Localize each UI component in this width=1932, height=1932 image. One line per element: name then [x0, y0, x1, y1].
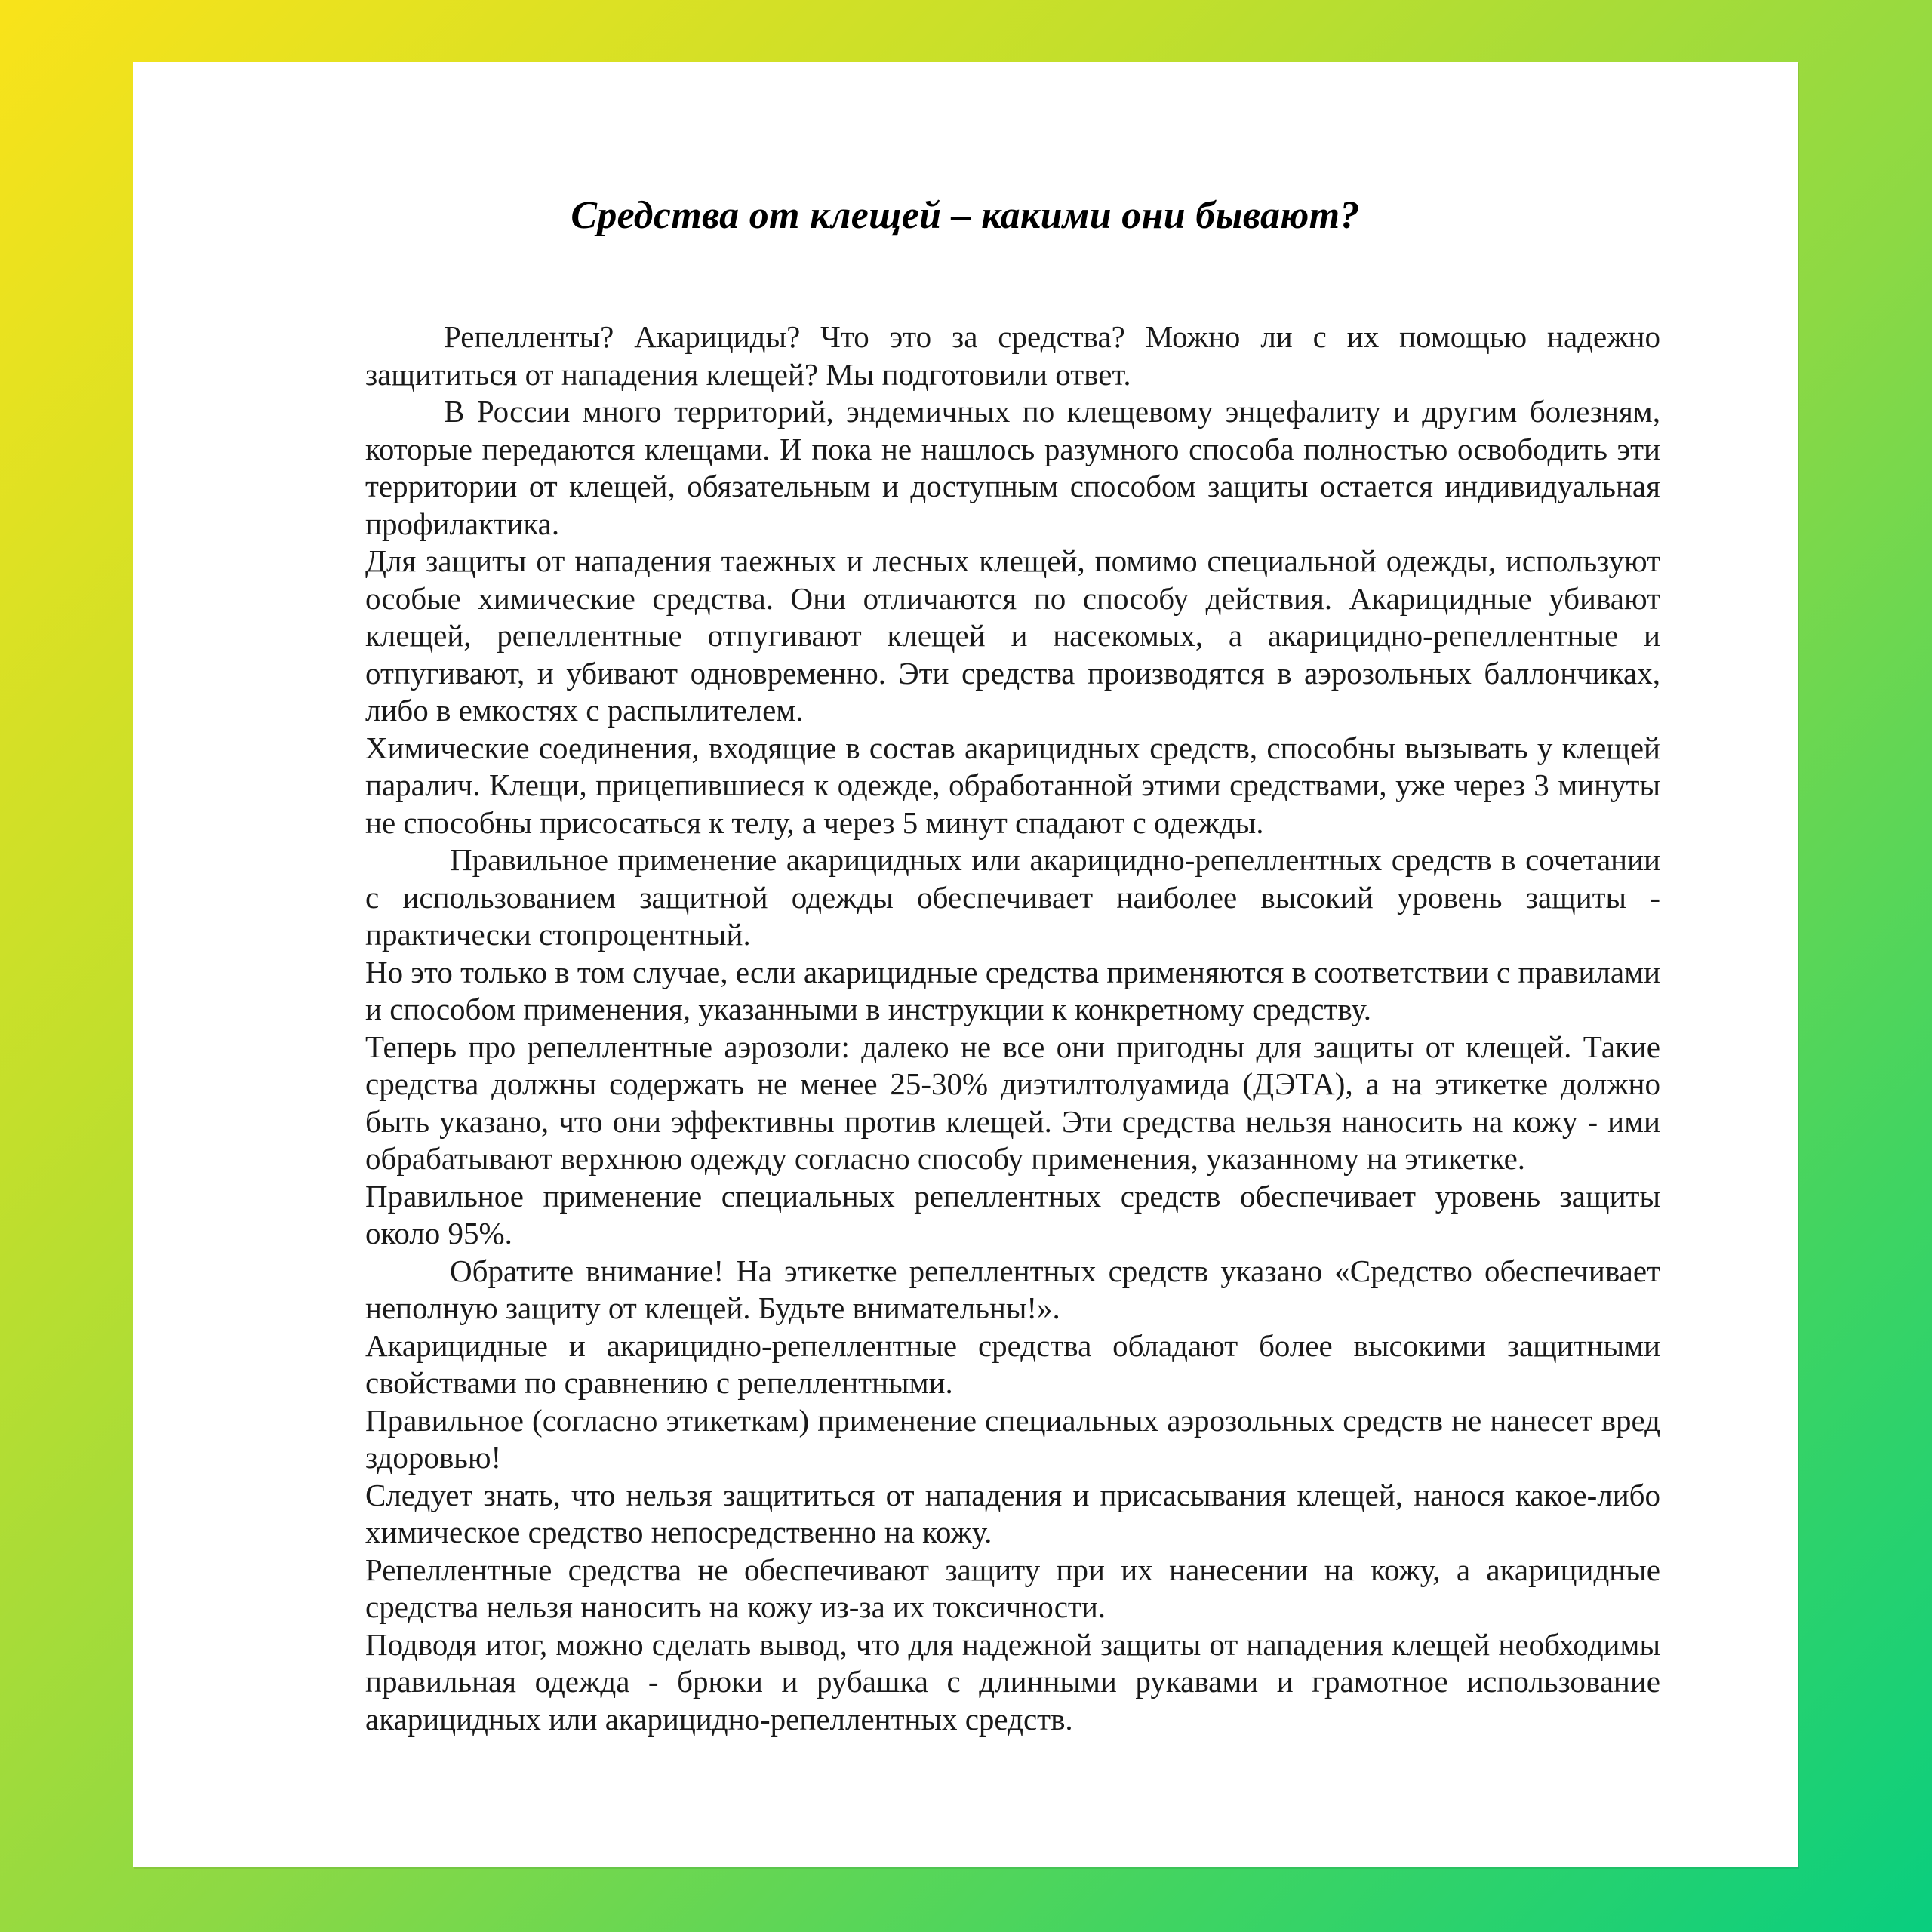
paragraph-skin-warning: Следует знать, что нельзя защититься от нападения и присасывания клещей, нанося какое-либо химическое средство непосредственно на кожу. — [365, 1477, 1660, 1549]
paragraph-russia-territories: В России много территорий, эндемичных по клещевому энцефалиту и другим болезням, которые передаются клещами. И пока не нашлось разумного способа полностью освободить эти территории от клещей, обязательным и доступным способом защиты остается индивидуальная профилактика. — [365, 394, 1660, 541]
paragraph-protection-means: Для защиты от нападения таежных и лесных клещей, помимо специальной одежды, используют особые химические средства. Они отличаются по способу действия. Акарицидные убивают клещей, репеллентные отпугивают клещей и насекомых, а акарицидно-репеллентные и отпугивают, и убивают одновременно. Эти средства производятся в аэрозольных баллончиках, либо в емкостях с распылителем. — [365, 543, 1660, 728]
paragraph-instructions: Но это только в том случае, если акарицидные средства применяются в соответствии с правилами и способом применения, указанными в инструкции к конкретному средству. — [365, 954, 1660, 1026]
document-body — [365, 318, 1660, 1738]
paragraph-conclusion: Подводя итог, можно сделать вывод, что для надежной защиты от нападения клещей необходимы правильная одежда - брюки и рубашка с длинными рукавами и грамотное использование акарицидных или акарицидно-репеллентных средств. — [365, 1626, 1660, 1737]
document-page — [133, 62, 1798, 1867]
paragraph-chemical-compounds: Химические соединения, входящие в состав акарицидных средств, способны вызывать у клещей паралич. Клещи, прицепившиеся к одежде, обработанной этими средствами, уже через 3 минуты не способны присосаться к телу, а через 5 минут спадают с одежды. — [365, 730, 1660, 840]
paragraph-attention: Обратите внимание! На этикетке репеллентных средств указано «Средство обеспечивает неполную защиту от клещей. Будьте внимательны!». — [365, 1253, 1660, 1325]
paragraph-protection-level: Правильное применение специальных репеллентных средств обеспечивает уровень защиты около 95%. — [365, 1178, 1660, 1251]
paragraph-repellent-skin: Репеллентные средства не обеспечивают защиту при их нанесении на кожу, а акарицидные средства нельзя наносить на кожу из-за их токсичности. — [365, 1552, 1660, 1624]
document-title: Средства от клещей – какими они бывают? — [571, 194, 1360, 237]
paragraph-health-safety: Правильное (согласно этикеткам) применение специальных аэрозольных средств не нанесет вред здоровью! — [365, 1402, 1660, 1475]
paragraph-intro: Репелленты? Акарициды? Что это за средства? Можно ли с их помощью надежно защититься от нападения клещей? Мы подготовили ответ. — [365, 319, 1660, 392]
paragraph-repellent-aerosols: Теперь про репеллентные аэрозоли: далеко не все они пригодны для защиты от клещей. Такие средства должны содержать не менее 25-30% диэтилтолуамида (ДЭТА), а на этикетке должно быть указано, что они эффективны против клещей. Эти средства нельзя наносить на кожу - ими обрабатывают верхнюю одежду согласно способу применения, указанному на этикетке. — [365, 1029, 1660, 1176]
paragraph-acaricide-properties: Акарицидные и акарицидно-репеллентные средства обладают более высокими защитными свойствами по сравнению с репеллентными. — [365, 1327, 1660, 1400]
paragraph-correct-application: Правильное применение акарицидных или акарицидно-репеллентных средств в сочетании с использованием защитной одежды обеспечивает наиболее высокий уровень защиты - практически стопроцентный. — [365, 842, 1660, 952]
